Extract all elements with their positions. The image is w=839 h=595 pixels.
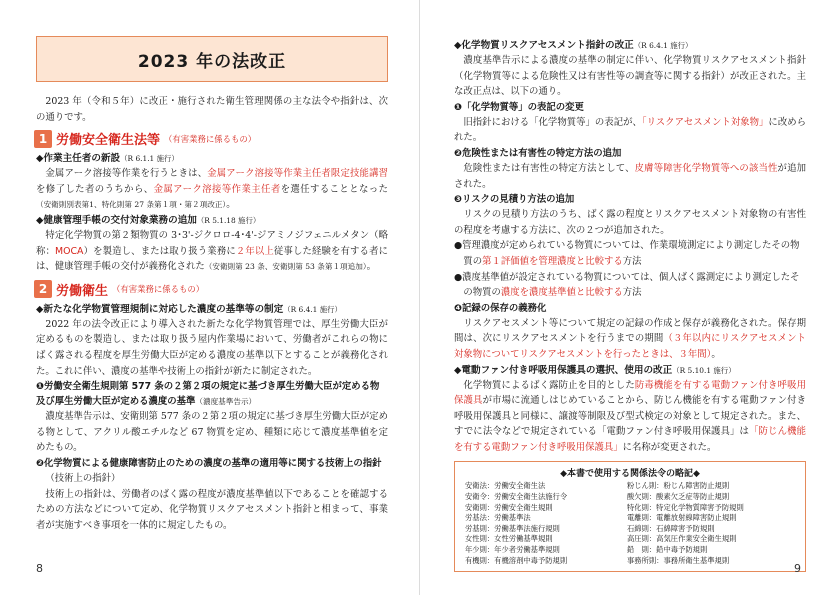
- abbreviation-entry: 事務所則：事務所衛生基準規則: [627, 555, 730, 565]
- abbreviation-entry: 労基法：労働基準法: [465, 513, 531, 523]
- text-run: 方法: [622, 255, 642, 267]
- numbered-heading-1: ❶「化学物質等」の表記の変更: [454, 101, 584, 113]
- abbreviations-box: [454, 461, 806, 572]
- abbreviation-entry: 有機則：有機溶剤中毒予防規則: [465, 555, 568, 565]
- text-run: ）を製造し、または取り扱う業務に: [83, 245, 236, 257]
- hazard-method-text: [454, 161, 806, 192]
- health-handbook-text: [36, 228, 388, 275]
- subheading-health-handbook: [36, 213, 388, 228]
- text-run: 。: [226, 199, 236, 211]
- text-run: 化学物質によるばく露防止を目的とした: [463, 379, 635, 391]
- abbreviation-entry: 安衛法：労働安全衛生法: [465, 481, 546, 491]
- numbered-heading-1: [36, 379, 388, 409]
- highlight-text: 「防じん機能を有する電動ファン付き呼吸用保護具」: [454, 426, 806, 453]
- text-run: に名称が変更された。: [622, 441, 717, 453]
- effective-date: （R 5.10.1 施行）: [672, 365, 736, 375]
- bullet-item: [454, 238, 806, 269]
- reference-note: （技術上の指針）: [45, 472, 121, 484]
- text-run: 旧指針における「化学物質等」の表記が、: [463, 116, 642, 128]
- abbreviations-columns: [465, 481, 795, 566]
- abbreviation-entry: 女性則：女性労働基準規則: [465, 534, 553, 544]
- text-run: 金属アーク溶接等作業を行うときは、: [45, 168, 208, 180]
- section-2-heading: [34, 280, 388, 299]
- text-run: ●管理濃度が定められている物質については、作業環境測定により測定したその物質の: [454, 240, 800, 267]
- subheading-risk-assessment: [454, 38, 806, 53]
- text-run: を選任することとなった: [280, 183, 388, 195]
- numbered-heading-3: ❸リスクの見積り方法の追加: [454, 194, 575, 206]
- subheading-powered-respirator: [454, 363, 806, 378]
- section-number-badge: 1: [34, 130, 52, 148]
- highlight-text: 金属アーク溶接等作業主任者: [153, 183, 281, 195]
- text-run: 危険性または有害性の特定方法として、: [463, 162, 635, 174]
- bullet-item: [454, 270, 806, 301]
- subheading-text: ◆健康管理手帳の交付対象業務の追加: [36, 214, 197, 226]
- subheading-supervisor: [36, 151, 388, 166]
- concentration-standard-text: 2022 年の法令改正により導入された新たな化学物質管理では、厚生労働大臣が定めるものを製造し、または取り扱う屋内作業場において、労働者がこれらの物にばく露される程度を厚生労働大臣が定める濃度の基準以下とすることが義務化された。これに伴い、濃度の基準や技術上の指針が新たに制定された。: [36, 318, 388, 377]
- highlight-text: 「リスクアセスメント対象物」: [641, 116, 769, 128]
- guideline-text: 技術上の指針は、労働者のばく露の程度が濃度基準値以下であることを確認するための方法などについて定め、化学物質リスクアセスメント指針と相まって、事業者が実施すべき事項を一体的に規定したもの。: [36, 488, 388, 531]
- subheading-text: ◆化学物質リスクアセスメント指針の改正: [454, 40, 634, 51]
- section-title: 労働安全衛生法等: [56, 133, 161, 149]
- reference-note: （安衛則第 23 条、安衛則第 53 条第１項追加）: [204, 262, 367, 272]
- highlight-text: 防毒機能を有する電動ファン付き呼吸用保護具: [454, 379, 806, 407]
- page-number: 9: [794, 562, 801, 575]
- text-run: に改められた。: [454, 116, 806, 144]
- section-subtitle: （有害業務に係るもの）: [112, 284, 205, 295]
- numbered-heading-4: ❹記録の保存の義務化: [454, 302, 547, 314]
- reference-note: （濃度基準告示）: [195, 397, 257, 407]
- effective-date: （R 5.1.18 施行）: [196, 215, 261, 225]
- abbreviation-entry: 特化則：特定化学物質障害予防規則: [627, 502, 744, 512]
- page-number: 8: [36, 562, 43, 575]
- subheading-concentration-standard: [36, 302, 388, 317]
- subheading-text: ◆作業主任者の新設: [36, 153, 121, 165]
- abbreviations-column-2: [627, 481, 795, 566]
- abbreviation-entry: 高圧則：高気圧作業安全衛生規則: [627, 534, 737, 544]
- subheading-text: ◆電動ファン付き呼吸用保護具の選択、使用の改正: [454, 364, 673, 376]
- text-run: 方法: [622, 287, 642, 299]
- chapter-title: 2023 年の法改正: [137, 51, 287, 72]
- numbered-heading-text: ❷化学物質による健康障害防止のための濃度の基準の適用等に関する技術上の指針: [36, 457, 382, 469]
- section-number-badge: 2: [34, 280, 52, 298]
- highlight-text: 金属アーク溶接等作業主任者限定技能講習: [207, 168, 388, 180]
- numbered-heading-2: [36, 456, 388, 471]
- left-page: [0, 0, 419, 595]
- text-run: ●濃度基準値が設定されている物質については、個人ばく露測定により測定したその物質の: [454, 271, 800, 299]
- right-page: [420, 0, 839, 595]
- highlight-text: 濃度を濃度基準値と比較する: [500, 287, 623, 299]
- numbered-heading-text: ❶労働安全衛生規則第 577 条の２第２項の規定に基づき厚生労働大臣が定める物及び厚生労働大臣が定める濃度の基準: [36, 381, 380, 408]
- intro-text: 2023 年（令和５年）に改正・施行された衛生管理関係の主な法令や指針は、次の通りです。: [36, 96, 388, 123]
- text-run: が市場に流通しはじめていることから、防じん機能を有する電動ファン付き呼吸用保護具と同様に、譲渡等制限及び型式検定の対象として規定された。また、すでに法令などで規定されている「電動ファン付き呼吸用保護具」は: [454, 395, 806, 438]
- abbreviations-column-1: [465, 481, 625, 566]
- abbreviation-entry: 年少則：年少者労働基準規則: [465, 545, 560, 555]
- text-run: を修了した者のうちから、: [36, 183, 154, 195]
- guideline-label: [36, 471, 388, 487]
- text-run: 。: [711, 348, 721, 360]
- abbreviation-entry: 安衛令：労働安全衛生法施行令: [465, 492, 568, 502]
- text-run: が追加された。: [454, 162, 806, 190]
- powered-respirator-text: [454, 378, 806, 456]
- highlight-text: ２年以上: [235, 245, 274, 257]
- highlight-text: MOCA: [55, 245, 84, 257]
- right-column: [454, 38, 806, 572]
- abbreviation-entry: 安衛則：労働安全衛生規則: [465, 502, 553, 512]
- effective-date: （R 6.1.1 施行）: [120, 154, 179, 164]
- text-run: リスクアセスメント等について規定の記録の作成と保存が義務化された。保存期間は、次にリスクアセスメントを行うまでの期間: [454, 317, 806, 345]
- highlight-text: （３年以内にリスクアセスメント対象物についてリスクアセスメントを行ったときは、３年間）: [454, 333, 806, 360]
- numbered-heading-2: ❷危険性または有害性の特定方法の追加: [454, 147, 622, 159]
- abbreviation-entry: 労基則：労働基準法施行規則: [465, 523, 560, 533]
- subheading-text: ◆新たな化学物質管理規制に対応した濃度の基準等の制定: [36, 303, 284, 315]
- highlight-text: 第１評価値を管理濃度と比較する: [482, 255, 623, 267]
- notation-change-text: [454, 115, 806, 146]
- abbreviation-entry: 粉じん則：粉じん障害防止規則: [627, 481, 730, 491]
- abbreviation-entry: 石綿則：石綿障害予防規則: [627, 523, 715, 533]
- text-run: 特定化学物質の第２類物質の 3･3'‐ジクロロ‐4･4'‐ジアミノジフェニルメタン（略称：: [36, 229, 388, 257]
- text-run: 。: [366, 261, 377, 273]
- effective-date: （R 6.4.1 施行）: [633, 41, 693, 50]
- abbreviation-entry: 電離則：電離放射線障害防止規則: [627, 513, 737, 523]
- notice-text: 濃度基準告示は、安衛則第 577 条の２第２項の規定に基づき厚生労働大臣が定める物として、アクリル酸エチルなど 67 物質を定め、種類に応じて濃度基準値を定めたもの。: [36, 411, 388, 454]
- left-column: [36, 36, 388, 533]
- chapter-title-box: [36, 36, 388, 82]
- abbreviation-entry: 酸欠則：酸素欠乏症等防止規則: [627, 492, 730, 502]
- section-subtitle: （有害業務に係るもの）: [164, 133, 257, 144]
- abbreviations-title: ◆本書で使用する関係法令の略記◆: [560, 469, 700, 480]
- risk-estimation-text: リスクの見積り方法のうち、ばく露の程度とリスクアセスメント対象物の有害性の程度を考慮する方法に、次の２つが追加された。: [454, 209, 806, 236]
- supervisor-text: [36, 166, 388, 213]
- effective-date: （R 6.4.1 施行）: [283, 304, 342, 314]
- record-keeping-text: [454, 316, 806, 363]
- abbreviation-entry: 鉛 則：鉛中毒予防規則: [627, 545, 708, 555]
- text-run: 従事した経験を有する者には、健康管理手帳の交付が義務化された: [36, 245, 388, 273]
- highlight-text: 皮膚等障害化学物質等への該当性: [634, 162, 778, 174]
- reference-note: （安衛則別表第1、特化則第 27 条第１項・第２項改正）: [36, 200, 227, 210]
- risk-assessment-text: 濃度基準告示による濃度の基準の制定に伴い、化学物質リスクアセスメント指針（化学物質等による危険性又は有害性等の調査等に関する指針）が改正された。主な改正点は、以下の通り。: [454, 55, 806, 98]
- section-1-heading: [34, 129, 388, 148]
- section-title: 労働衛生: [56, 283, 109, 299]
